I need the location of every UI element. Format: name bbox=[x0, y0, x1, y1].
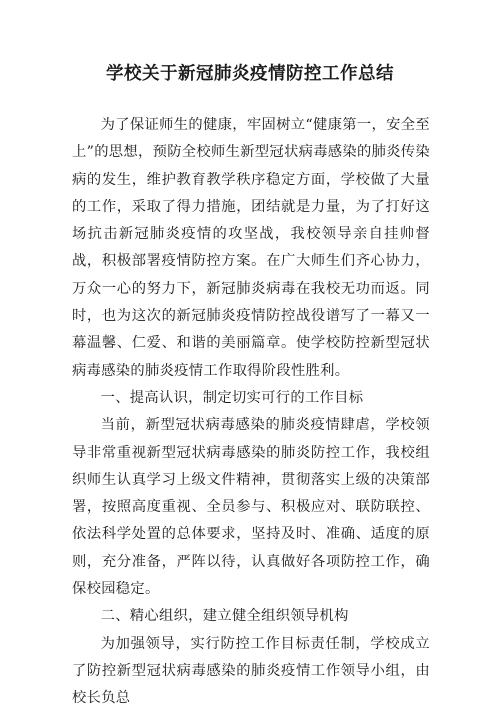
section-heading-1: 一、提高认识，制定切实可行的工作目标 bbox=[100, 389, 364, 406]
paragraph-section-1: 当前，新型冠状病毒感染的肺炎疫情肆虐，学校领导非常重视新型冠状病毒感染的肺炎防控工作，我校组织师生认真学习上级文件精神，贯彻落实上级的决策部署，按照高度重视、全员参与、积极应对、联防联控、依法科学处置的总体要求，坚持及时、准确、适度的原则，充分准备，严阵以待，认真做好各项防控工作，确保校园稳定。 bbox=[72, 417, 430, 598]
document-body bbox=[72, 112, 430, 713]
document-title: 学校关于新冠肺炎疫情防控工作总结 bbox=[106, 64, 394, 84]
section-heading-2: 二、精心组织，建立健全组织领导机构 bbox=[100, 608, 349, 625]
paragraph-section-2: 为加强领导，实行防控工作目标责任制，学校成立了防控新型冠状病毒感染的肺炎疫情工作领导小组，由校长负总 bbox=[72, 635, 430, 707]
paragraph-intro: 为了保证师生的健康，牢固树立“健康第一，安全至上”的思想，预防全校师生新型冠状病毒感染的肺炎传染病的发生，维护教育教学秩序稳定方面，学校做了大量的工作，采取了得力措施，团结就是力量，为了打好这场抗击新冠肺炎疫情的攻坚战，我校领导亲自挂帅督战，积极部署疫情防控方案。在广大师生们齐心协力，万众一心的努力下，新冠肺炎病毒在我校无功而返。同时，也为这次的新冠肺炎疫情防控战役谱写了一幕又一幕温馨、仁爱、和谐的美丽篇章。使学校防控新型冠状病毒感染的肺炎疫情工作取得阶段性胜利。 bbox=[72, 117, 430, 379]
